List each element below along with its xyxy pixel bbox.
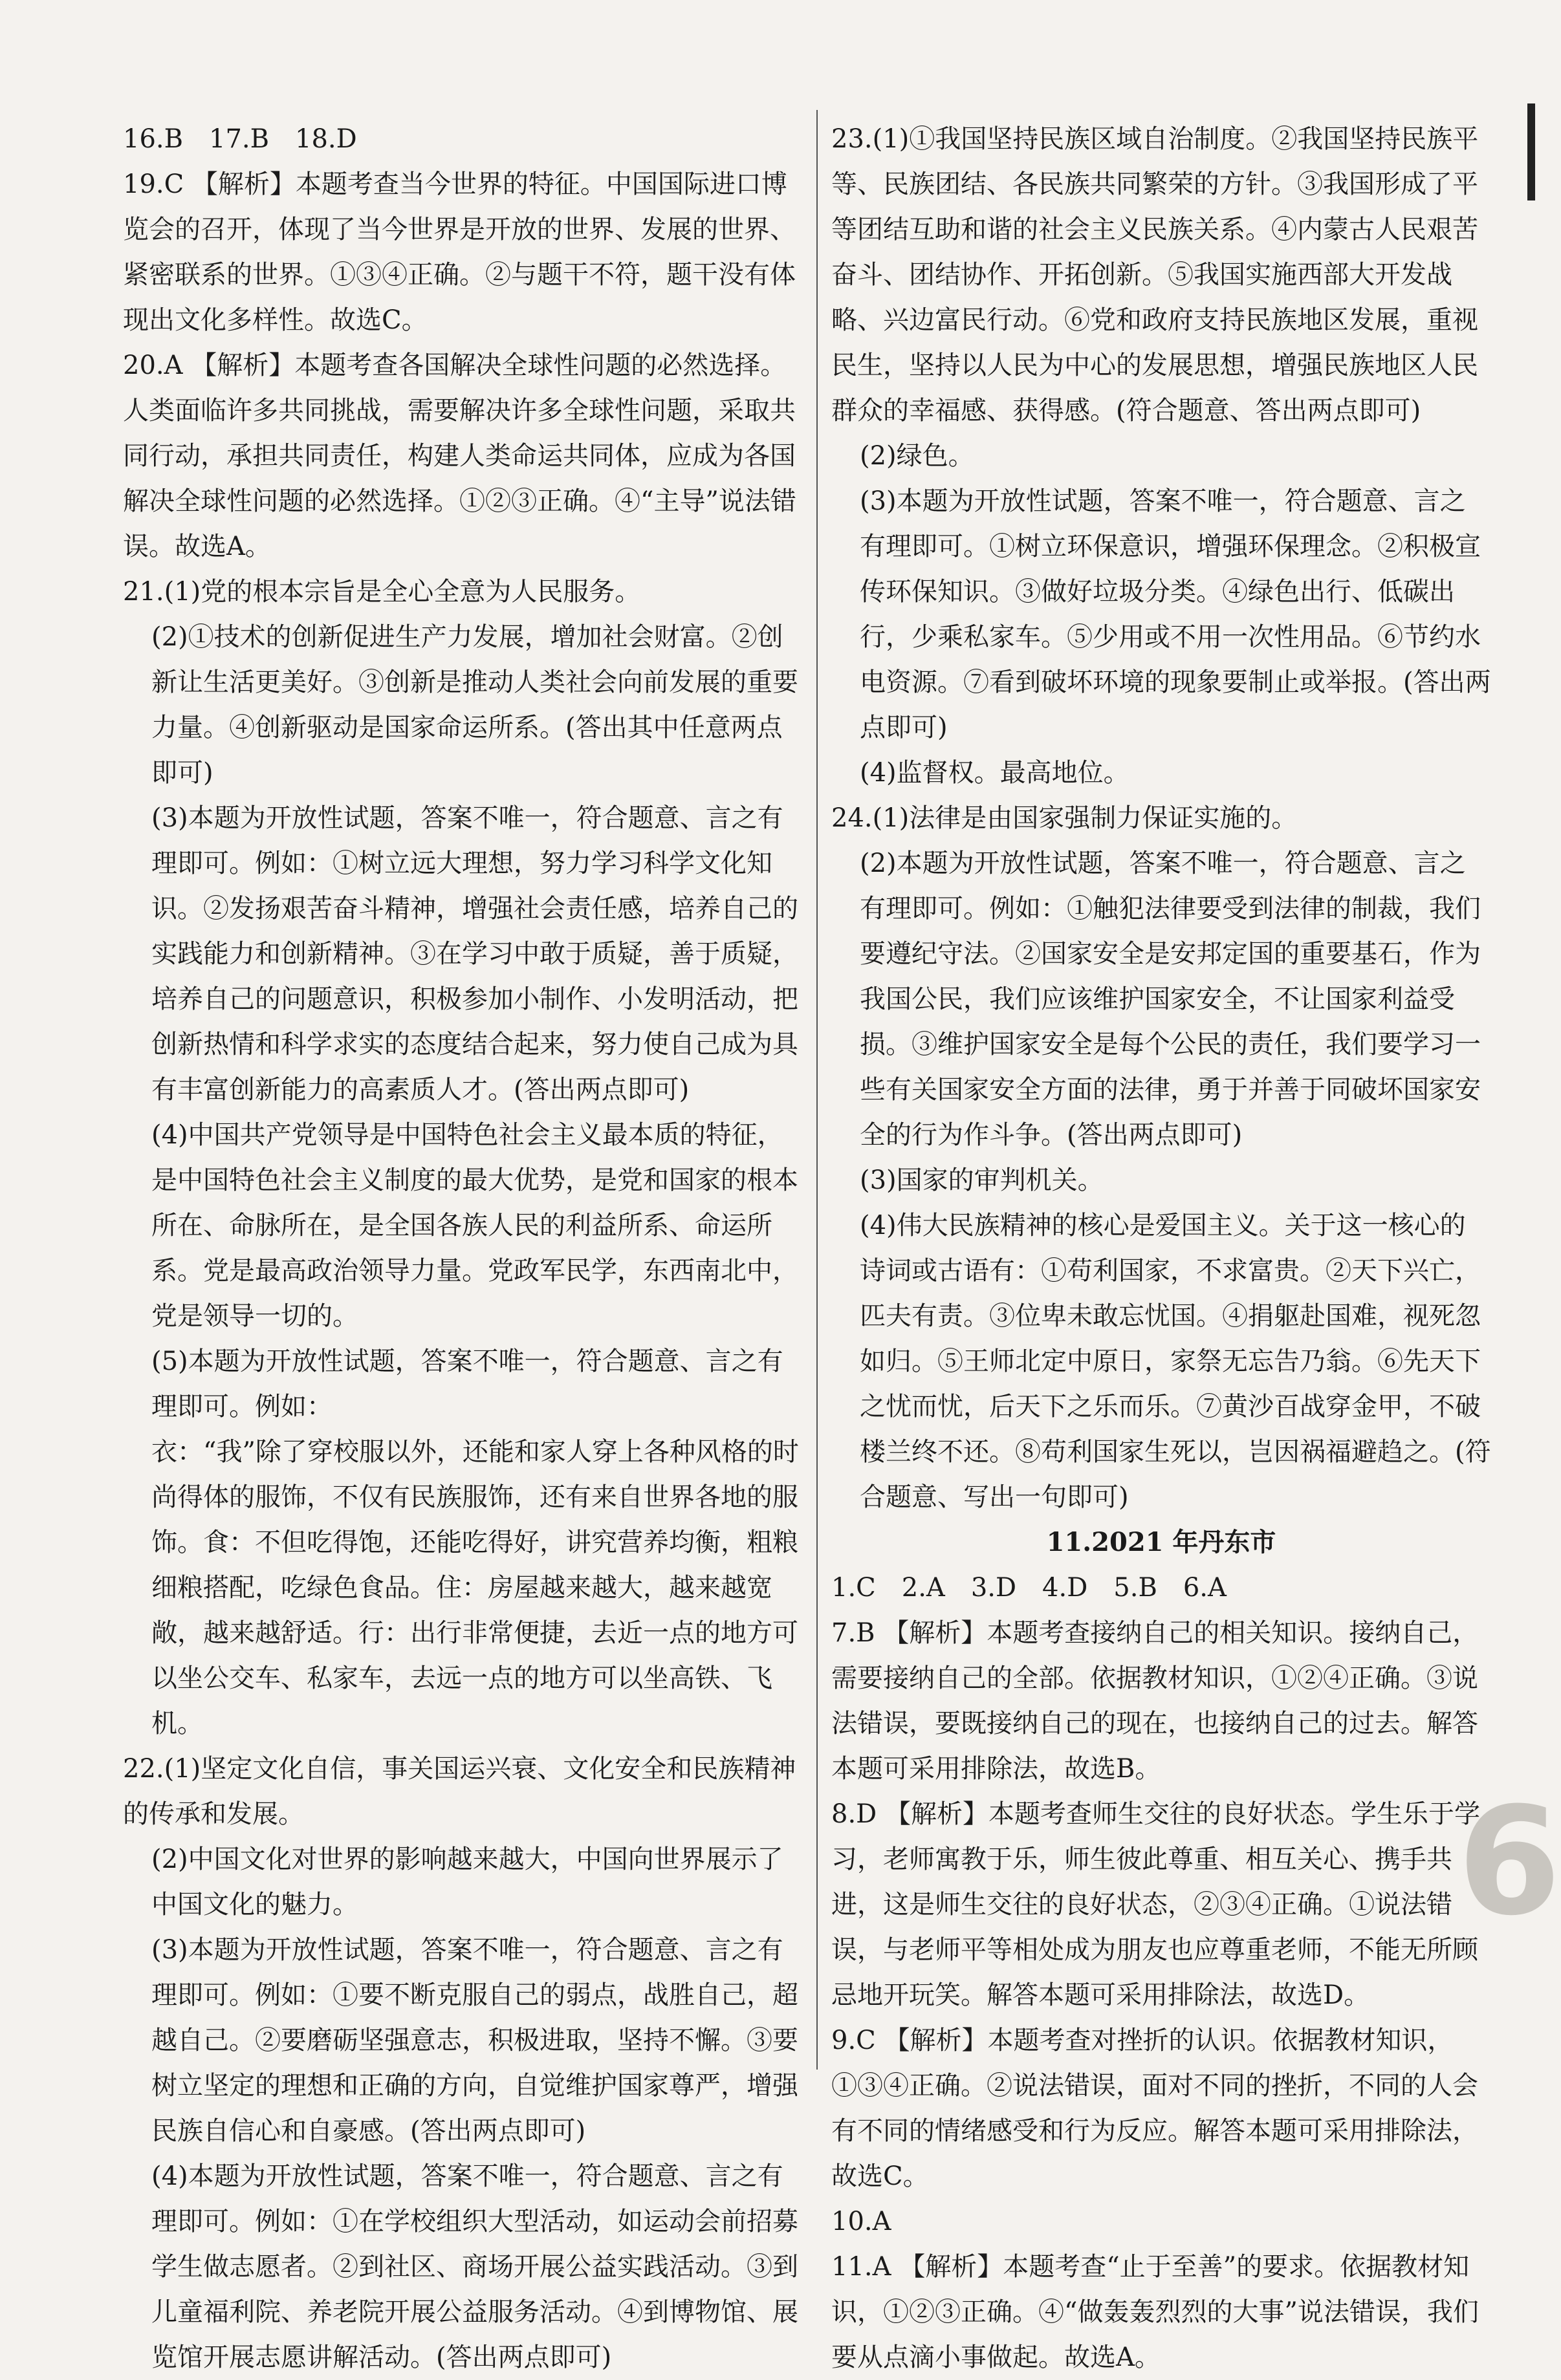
answer-24-1: 24.(1)法律是由国家强制力保证实施的。 bbox=[831, 803, 1298, 833]
answer-24-4: (4)伟大民族精神的核心是爱国主义。关于这一核心的诗词或古语有：①苟利国家，不求富贵。②天下兴亡，匹夫有责。③位卑未敢忘忧国。④捐躯赴国难，视死忽如归。⑤王师北定中原日，家祭无忘告乃翁。⑥先天下之忧而忧，后天下之乐而乐。⑦黄沙百战穿金甲，不破楼兰终不还。⑧苟利国家生死以，岂因祸福避趋之。(符合题意、写出一句即可) bbox=[860, 1211, 1491, 1512]
answer-21-5-detail: 衣：“我”除了穿校服以外，还能和家人穿上各种风格的时尚得体的服饰，不仅有民族服饰，还有来自世界各地的服饰。食：不但吃得饱，还能吃得好，讲究营养均衡，粗粮细粮搭配，吃绿色食品。住：房屋越来越大，越来越宽敞，越来越舒适。行：出行非常便捷，去近一点的地方可以坐公交车、私家车，去远一点的地方可以坐高铁、飞机。 bbox=[151, 1437, 799, 1738]
answer-8: 8.D 【解析】本题考查师生交往的良好状态。学生乐于学习，老师寓教于乐，师生彼此尊重、相互关心、携手共进，这是师生交往的良好状态，②③④正确。①说法错误，与老师平等相处成为朋友也应尊重老师，不能无所顾忌地开玩笑。解答本题可采用排除法，故选D。 bbox=[831, 1799, 1480, 2010]
answer-21-1: 21.(1)党的根本宗旨是全心全意为人民服务。 bbox=[123, 577, 641, 607]
answer-7: 7.B 【解析】本题考查接纳自己的相关知识。接纳自己，需要接纳自己的全部。依据教材知识，①②④正确。③说法错误，要既接纳自己的现在，也接纳自己的过去。解答本题可采用排除法，故选B。 bbox=[831, 1618, 1479, 1784]
answer-22-3: (3)本题为开放性试题，答案不唯一，符合题意、言之有理即可。例如：①要不断克服自己的弱点，战胜自己，超越自己。②要磨砺坚强意志，积极进取，坚持不懈。③要树立坚定的理想和正确的方向，自觉维护国家尊严，增强民族自信心和自豪感。(答出两点即可) bbox=[151, 1935, 798, 2146]
answer-9: 9.C 【解析】本题考查对挫折的认识。依据教材知识，①③④正确。②说法错误，面对不同的挫折，不同的人会有不同的情绪感受和行为反应。解答本题可采用排除法，故选C。 bbox=[831, 2026, 1478, 2191]
right-column bbox=[831, 116, 1491, 2380]
answer-22-4: (4)本题为开放性试题，答案不唯一，符合题意、言之有理即可。例如：①在学校组织大型活动，如运动会前招募学生做志愿者。②到社区、商场开展公益实践活动。③到儿童福利院、养老院开展公益服务活动。④到博物馆、展览馆开展志愿讲解活动。(答出两点即可) bbox=[151, 2161, 798, 2372]
margin-page-number: 6 bbox=[1457, 1776, 1561, 1949]
answer-19: 19.C 【解析】本题考查当今世界的特征。中国国际进口博览会的召开，体现了当今世界是开放的世界、发展的世界、紧密联系的世界。①③④正确。②与题干不符，题干没有体现出文化多样性。故选C。 bbox=[123, 169, 796, 335]
answer-11: 11.A 【解析】本题考查“止于至善”的要求。依据教材知识，①②③正确。④“做轰轰烈烈的大事”说法错误，我们要从点滴小事做起。故选A。 bbox=[831, 2252, 1479, 2372]
answer-24-2: (2)本题为开放性试题，答案不唯一，符合题意、言之有理即可。例如：①触犯法律要受到法律的制裁，我们要遵纪守法。②国家安全是安邦定国的重要基石，作为我国公民，我们应该维护国家安全，不让国家利益受损。③维护国家安全是每个公民的责任，我们要学习一些有关国家安全方面的法律，勇于并善于同破坏国家安全的行为作斗争。(答出两点即可) bbox=[860, 849, 1481, 1150]
answer-23-3: (3)本题为开放性试题，答案不唯一，符合题意、言之有理即可。①树立环保意识，增强环保理念。②积极宣传环保知识。③做好垃圾分类。④绿色出行、低碳出行，少乘私家车。⑤少用或不用一次性用品。⑥节约水电资源。⑦看到破坏环境的现象要制止或举报。(答出两点即可) bbox=[860, 486, 1491, 742]
answer-21-2: (2)①技术的创新促进生产力发展，增加社会财富。②创新让生活更美好。③创新是推动人类社会向前发展的重要力量。④创新驱动是国家命运所系。(答出其中任意两点即可) bbox=[151, 622, 798, 788]
answer-10: 10.A bbox=[831, 2207, 891, 2236]
answer-21-3: (3)本题为开放性试题，答案不唯一，符合题意、言之有理即可。例如：①树立远大理想，努力学习科学文化知识。②发扬艰苦奋斗精神，增强社会责任感，培养自己的实践能力和创新精神。③在学习中敢于质疑，善于质疑，培养自己的问题意识，积极参加小制作、小发明活动，把创新热情和科学求实的态度结合起来，努力使自己成为具有丰富创新能力的高素质人才。(答出两点即可) bbox=[151, 803, 798, 1105]
answer-1-6: 1.C 2.A 3.D 4.D 5.B 6.A bbox=[831, 1573, 1227, 1603]
answer-23-2: (2)绿色。 bbox=[860, 441, 974, 471]
answer-22-1: 22.(1)坚定文化自信，事关国运兴衰、文化安全和民族精神的传承和发展。 bbox=[123, 1754, 796, 1829]
answer-24-3: (3)国家的审判机关。 bbox=[860, 1165, 1104, 1195]
answer-16-18: 16.B 17.B 18.D bbox=[123, 124, 357, 154]
answer-21-5: (5)本题为开放性试题，答案不唯一，符合题意、言之有理即可。例如： bbox=[151, 1347, 783, 1422]
column-divider bbox=[816, 110, 818, 2070]
section-title: 11.2021 年丹东市 bbox=[1046, 1527, 1276, 1557]
page-edge-tab bbox=[1527, 103, 1535, 200]
left-column bbox=[123, 116, 802, 2380]
answer-20: 20.A 【解析】本题考查各国解决全球性问题的必然选择。人类面临许多共同挑战，需要解决许多全球性问题，采取共同行动，承担共同责任，构建人类命运共同体，应成为各国解决全球性问题的必然选择。①②③正确。④“主导”说法错误。故选A。 bbox=[123, 351, 796, 561]
answer-22-2: (2)中国文化对世界的影响越来越大，中国向世界展示了中国文化的魅力。 bbox=[151, 1844, 783, 1920]
answer-23-4: (4)监督权。最高地位。 bbox=[860, 758, 1130, 788]
answer-21-4: (4)中国共产党领导是中国特色社会主义最本质的特征，是中国特色社会主义制度的最大优势，是党和国家的根本所在、命脉所在，是全国各族人民的利益所系、命运所系。党是最高政治领导力量。党政军民学，东西南北中，党是领导一切的。 bbox=[151, 1120, 798, 1331]
answer-23-1: 23.(1)①我国坚持民族区域自治制度。②我国坚持民族平等、民族团结、各民族共同繁荣的方针。③我国形成了平等团结互助和谐的社会主义民族关系。④内蒙古人民艰苦奋斗、团结协作、开拓创新。⑤我国实施西部大开发战略、兴边富民行动。⑥党和政府支持民族地区发展，重视民生，坚持以人民为中心的发展思想，增强民族地区人民群众的幸福感、获得感。(符合题意、答出两点即可) bbox=[831, 124, 1479, 426]
